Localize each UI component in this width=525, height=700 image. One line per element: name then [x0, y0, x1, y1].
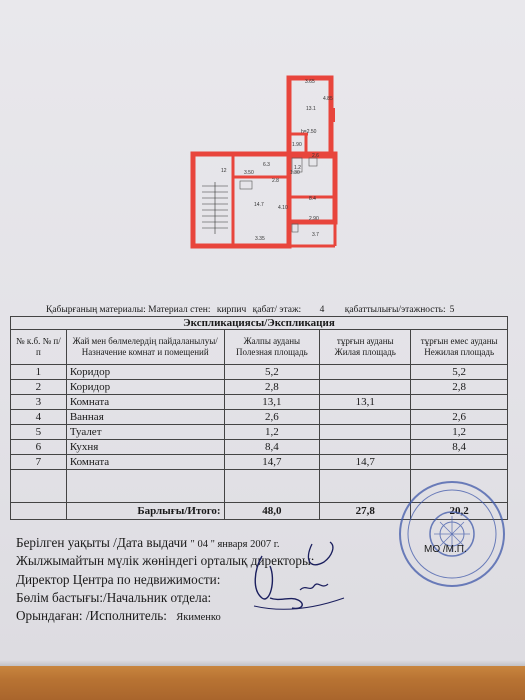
cell-total-area: 13,1 — [224, 395, 320, 410]
plan-dimension: 4.85 — [323, 96, 333, 102]
cell-living-area: 14,7 — [320, 455, 411, 470]
cell-purpose: Коридор — [66, 365, 224, 380]
table-row — [11, 365, 508, 380]
director-ru: Директор Центра по недвижимости: — [16, 572, 221, 587]
plan-dimension: 4.10 — [278, 205, 288, 211]
cell-total-area: 2,8 — [224, 380, 320, 395]
plan-height: h=2.50 — [301, 129, 317, 135]
cell-purpose: Коридор — [66, 380, 224, 395]
cell-number: 1 — [11, 365, 67, 380]
plan-area: 1.2 — [294, 165, 301, 171]
director-kz: Жылжымайтын мүлік жөніндегі орталық директоры: — [16, 553, 315, 568]
cell-nonliving-area: 8,4 — [411, 440, 508, 455]
wooden-table-surface — [0, 666, 525, 700]
seal-mark: МО /М.П. — [424, 544, 467, 555]
plan-area: 6.3 — [263, 162, 270, 168]
plan-area: 2.8 — [272, 178, 279, 184]
executor-name: Якименко — [176, 612, 221, 623]
signature — [240, 540, 350, 620]
plan-area: 8.4 — [309, 196, 316, 202]
header-nonliving-area: тұрғын емес ауданы Нежилая площадь — [411, 330, 508, 365]
plan-area: 14.7 — [254, 202, 264, 208]
cell-purpose: Ванная — [66, 410, 224, 425]
cell-total-area: 2,6 — [224, 410, 320, 425]
cell-living-area — [320, 425, 411, 440]
material-value: кирпич — [216, 305, 247, 315]
material-label: Қабырғаның материалы: Материал стен: — [46, 305, 211, 315]
cell-nonliving-area — [411, 395, 508, 410]
cell-nonliving-area: 1,2 — [411, 425, 508, 440]
cell-living-area — [320, 380, 411, 395]
table-row — [11, 395, 508, 410]
plan-dimension: 12 — [221, 168, 227, 174]
table-header-row — [11, 330, 508, 365]
plan-dimension: 1.30 — [290, 170, 300, 176]
table-caption: Экспликациясы/Экспликация — [11, 317, 508, 330]
cell-number: 6 — [11, 440, 67, 455]
table-row — [11, 455, 508, 470]
cell-number: 3 — [11, 395, 67, 410]
executor-label: Орындаған: /Исполнитель: — [16, 608, 167, 623]
plan-dimension: 3.50 — [244, 170, 254, 176]
cell-total-area: 1,2 — [224, 425, 320, 440]
cell-living-area: 13,1 — [320, 395, 411, 410]
floor-label: қабат/ этаж: — [252, 305, 302, 315]
cell-purpose: Комната — [66, 455, 224, 470]
cell-number: 2 — [11, 380, 67, 395]
executor-line — [16, 608, 221, 624]
cell-number: 5 — [11, 425, 67, 440]
plan-dimension: 3.65 — [305, 79, 315, 85]
cell-purpose: Кухня — [66, 440, 224, 455]
total-label: Барлығы/Итого: — [66, 503, 224, 520]
plan-dimension: 3.35 — [255, 236, 265, 242]
official-seal — [396, 478, 516, 588]
storeys-value: 5 — [449, 305, 455, 315]
plan-area: 13.1 — [306, 106, 316, 112]
cell-number: 7 — [11, 455, 67, 470]
table-row — [11, 410, 508, 425]
table-row — [11, 440, 508, 455]
header-living-area: тұрғын ауданы Жилая площадь — [320, 330, 411, 365]
cell-purpose: Комната — [66, 395, 224, 410]
header-number: № к.б. № п/п — [11, 330, 67, 365]
cell-total-area: 8,4 — [224, 440, 320, 455]
left-block-walls — [193, 154, 289, 246]
department-head: Бөлім бастығы:/Начальник отдела: — [16, 590, 212, 605]
header-total-area: Жалпы ауданы Полезная площадь — [224, 330, 320, 365]
floor-value: 4 — [319, 305, 325, 315]
cell-nonliving-area: 2,8 — [411, 380, 508, 395]
total-nonliving-area: 20,2 — [411, 503, 508, 520]
table-row — [11, 425, 508, 440]
header-purpose: Жай мен бөлмелердің пайдаланылуы/ Назначение комнат и помещений — [66, 330, 224, 365]
cell-living-area — [320, 440, 411, 455]
plan-area: 2.6 — [312, 153, 319, 159]
cell-nonliving-area: 5,2 — [411, 365, 508, 380]
cell-purpose: Туалет — [66, 425, 224, 440]
cell-nonliving-area — [411, 455, 508, 470]
cell-living-area — [320, 365, 411, 380]
wall-material-line — [46, 305, 458, 315]
cell-total-area: 14,7 — [224, 455, 320, 470]
cell-living-area — [320, 410, 411, 425]
plan-dimension: 2.90 — [309, 216, 319, 222]
plan-dimension: 3.7 — [312, 232, 319, 238]
cell-nonliving-area: 2,6 — [411, 410, 508, 425]
total-living-area: 27,8 — [320, 503, 411, 520]
total-total-area: 48,0 — [224, 503, 320, 520]
storeys-label: қабаттылығы/этажность: — [344, 305, 446, 315]
plan-dimension: 1.90 — [292, 142, 302, 148]
issue-date-value: " 04 " января 2007 г. — [190, 539, 280, 550]
issue-date-label: Берілген уақыты /Дата выдачи — [16, 535, 188, 550]
table-row — [11, 380, 508, 395]
cell-total-area: 5,2 — [224, 365, 320, 380]
floor-plan — [188, 74, 358, 254]
cell-number: 4 — [11, 410, 67, 425]
